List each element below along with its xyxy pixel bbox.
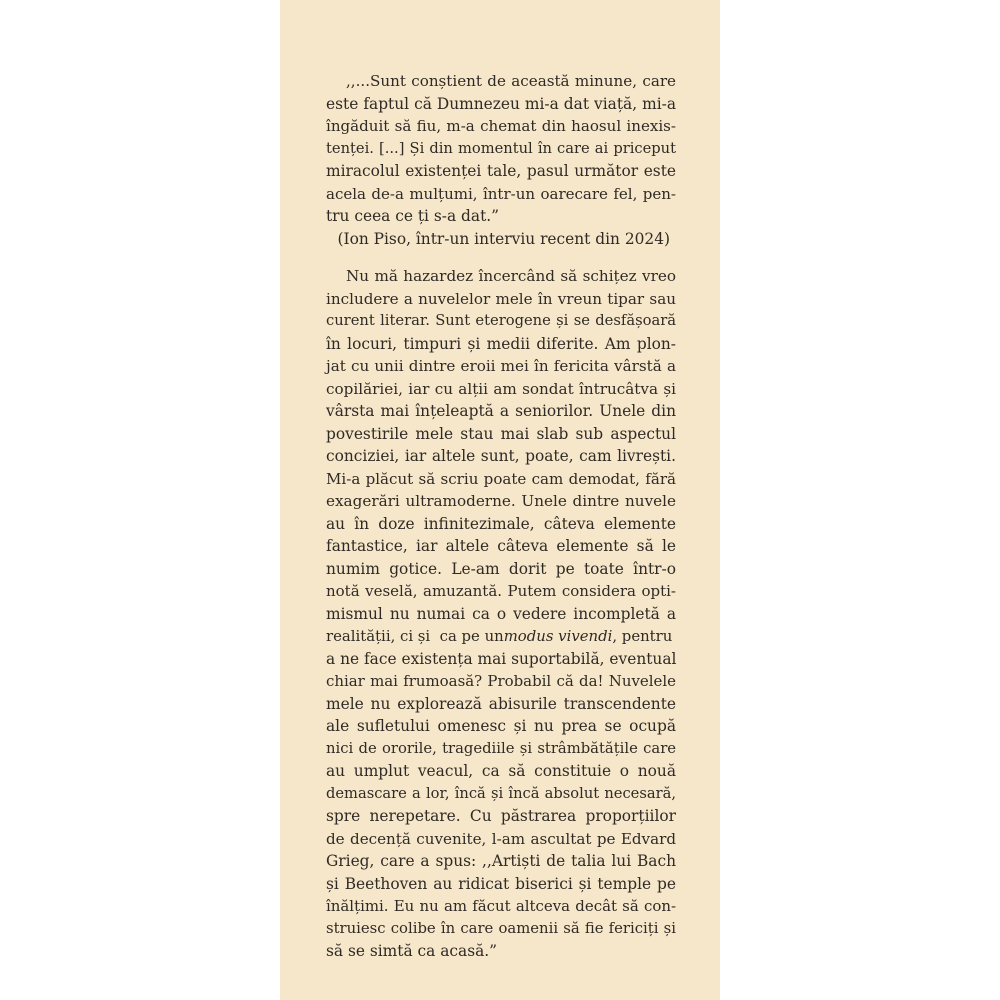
body-line: [326, 625, 676, 648]
body-line: Grieg, care a spus: ,,Artiști de talia lui Bach: [326, 852, 676, 870]
body-line: demascare a lor, încă și încă absolut necesară,: [326, 784, 676, 802]
body-line-end: , pentru: [612, 627, 673, 645]
body-line: fantastice, iar altele câteva elemente să le: [326, 537, 676, 555]
body-line: includere a nuvelelor mele în vreun tipar sau: [326, 289, 676, 308]
body-line-start: realității, ci și ca pe un: [326, 627, 504, 645]
epigraph-line: ,,...Sunt conștient de această minune, care: [346, 72, 676, 90]
body-line: jat cu unii dintre eroii mei în fericita vârstă a: [326, 357, 676, 375]
body-line: să se simtă ca acasă.”: [326, 942, 498, 960]
body-line: înălțimi. Eu nu am făcut altceva decât să con-: [326, 897, 676, 915]
body-line: nici de ororile, tragediile și strâmbătățile care: [326, 739, 676, 757]
body-line: conciziei, iar altele sunt, poate, cam livrești.: [326, 447, 676, 465]
body-line: în locuri, timpuri și medii diferite. Am plon-: [326, 334, 676, 353]
epigraph-attribution: (Ion Piso, într-un interviu recent din 2024): [337, 229, 670, 248]
body-line: și Beethoven au ridicat biserici și temple pe: [326, 874, 676, 893]
body-line: numim gotice. Le-am dorit pe toate într-o: [326, 559, 676, 578]
body-line: a ne face existența mai suportabilă, eventual: [326, 649, 677, 668]
body-line: mismul nu numai ca o vedere incompletă a: [326, 604, 676, 623]
epigraph-line: tenței. [...] Și din momentul în care ai priceput: [326, 139, 676, 157]
epigraph-line: este faptul că Dumnezeu mi-a dat viață, mi-a: [326, 94, 676, 113]
body-line: struiesc colibe în care oamenii să fie fericiți și: [326, 919, 676, 937]
epigraph-line: tru ceea ce ți s-a dat.”: [326, 207, 500, 225]
body-line: Mi-a plăcut să scriu poate cam demodat, fără: [326, 469, 676, 488]
book-page: [280, 0, 720, 1000]
body-line: copilăriei, iar cu alții am sondat întrucâtva și: [326, 379, 676, 398]
body-line: exagerări ultramoderne. Unele dintre nuvele: [326, 492, 676, 510]
body-paragraph: [326, 265, 676, 963]
body-line: de decență cuvenite, l-am ascultat pe Edvard: [326, 829, 676, 848]
epigraph-line: îngăduit să fiu, m-a chemat din haosul inexis-: [326, 117, 676, 135]
body-line: au în doze infinitezimale, câteva elemente: [326, 514, 676, 533]
body-line: spre nerepetare. Cu păstrarea proporțiilor: [326, 807, 676, 825]
body-line: Nu mă hazardez încercând să schițez vreo: [346, 267, 676, 285]
body-line: curent literar. Sunt eterogene și se desfășoară: [326, 312, 676, 329]
epigraph-line: acela de-a mulțumi, într-un oarecare fel, pen-: [326, 184, 676, 203]
body-line: notă veselă, amuzantă. Putem considera opti-: [326, 582, 676, 600]
epigraph: [326, 70, 676, 250]
italic-phrase: modus vivendi: [503, 627, 613, 645]
body-line: chiar mai frumoasă? Probabil că da! Nuvelele: [326, 672, 676, 690]
body-line: ale sufletului omenesc și nu prea se ocupă: [326, 717, 676, 735]
body-line: povestirile mele stau mai slab sub aspectul: [326, 424, 676, 443]
body-line: au umplut veacul, ca să constituie o nouă: [326, 762, 676, 780]
body-line: mele nu explorează abisurile transcendente: [326, 694, 676, 713]
body-line: vârsta mai înțeleaptă a seniorilor. Unele din: [326, 402, 676, 420]
epigraph-line: miracolul existenței tale, pasul următor este: [326, 162, 676, 180]
